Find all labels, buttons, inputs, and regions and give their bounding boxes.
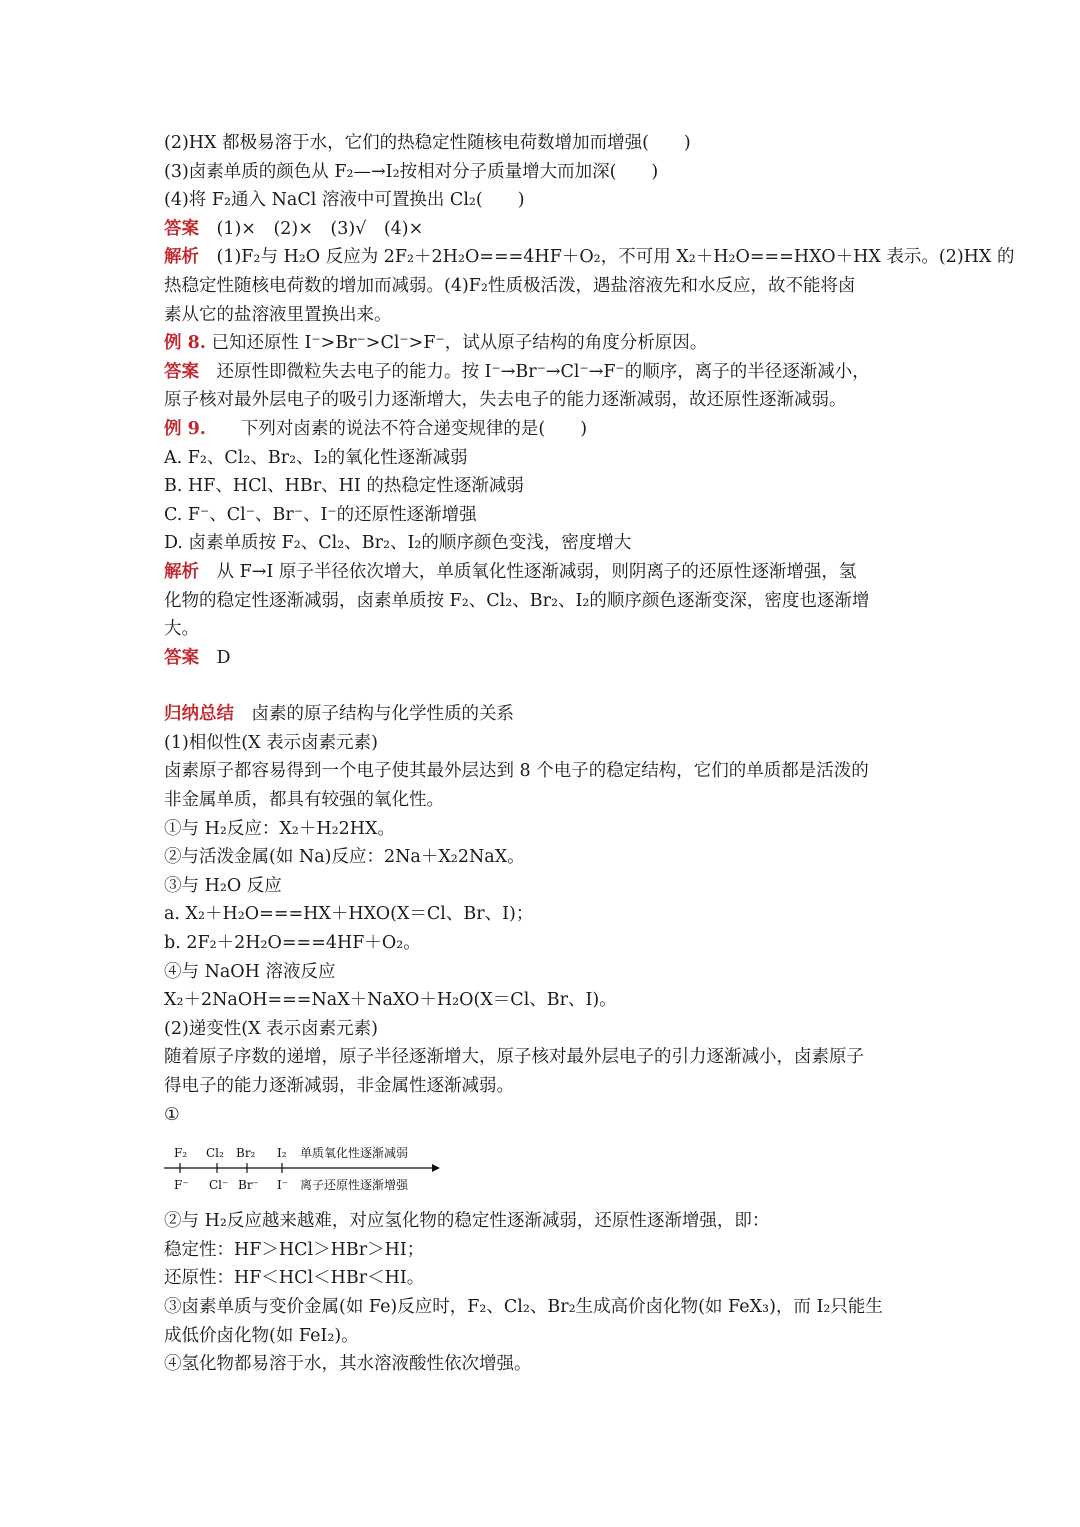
label-cl2: Cl₂ (206, 1146, 224, 1161)
question-4: (4)将 F₂通入 NaCl 溶液中可置换出 Cl₂( ) (164, 190, 525, 211)
explanation-label: 解析 (164, 561, 199, 582)
label-f-ion: F⁻ (174, 1178, 189, 1193)
similarity-title: (1)相似性(X 表示卤素元素) (164, 732, 378, 753)
answer-8-line-1: 答案 还原性即微粒失去电子的能力。按 I⁻→Br⁻→Cl⁻→F⁻的顺序，离子的半径逐渐减小， (164, 361, 870, 382)
gradation-title: (2)递变性(X 表示卤素元素) (164, 1018, 378, 1039)
similarity-line-1: 卤素原子都容易得到一个电子使其最外层达到 8 个电子的稳定结构，它们的单质都是活泼的 (164, 761, 869, 782)
answer-label: 答案 (164, 647, 199, 668)
halogen-trend-diagram (164, 1137, 454, 1199)
reaction-3: ③与 H₂O 反应 (164, 875, 282, 896)
question-3: (3)卤素单质的颜色从 F₂—→I₂按相对分子质量增大而加深( ) (164, 161, 659, 182)
example-9: 例 9. 下列对卤素的说法不符合递变规律的是( ) (164, 418, 588, 439)
summary-heading: 归纳总结 卤素的原子结构与化学性质的关系 (164, 704, 514, 725)
stability-order: 稳定性：HF＞HCl＞HBr＞HI； (164, 1239, 425, 1260)
reaction-4-equation: X₂＋2NaOH===NaX＋NaXO＋H₂O(X＝Cl、Br、I)。 (164, 990, 617, 1011)
gradation-4: ④氢化物都易溶于水，其水溶液酸性依次增强。 (164, 1354, 532, 1375)
explanation-9-line-1: 解析 从 F→I 原子半径依次增大，单质氧化性逐渐减弱，则阴离子的还原性逐渐增强，氢 (164, 561, 857, 582)
reaction-1: ①与 H₂反应：X₂＋H₂2HX。 (164, 818, 395, 839)
gradation-2-line-1: ②与 H₂反应越来越难，对应氢化物的稳定性逐渐减弱，还原性逐渐增强，即： (164, 1211, 770, 1232)
arrow-head-icon (432, 1164, 440, 1172)
explanation-1-line-3: 素从它的盐溶液里置换出来。 (164, 304, 392, 325)
answer-label: 答案 (164, 218, 199, 239)
reaction-3b: b. 2F₂＋2H₂O===4HF＋O₂。 (164, 933, 421, 954)
explanation-9-line-3: 大。 (164, 619, 199, 640)
option-c: C. F⁻、Cl⁻、Br⁻、I⁻的还原性逐渐增强 (164, 504, 477, 525)
circle-1: ① (164, 1104, 180, 1125)
label-i-ion: I⁻ (277, 1178, 289, 1193)
explanation-9-line-2: 化物的稳定性逐渐减弱，卤素单质按 F₂、Cl₂、Br₂、I₂的顺序颜色逐渐变深，密度也逐渐增 (164, 590, 870, 611)
document-page (164, 129, 1015, 1379)
section-gap (164, 672, 924, 700)
option-d: D. 卤素单质按 F₂、Cl₂、Br₂、I₂的顺序颜色变浅，密度增大 (164, 533, 632, 554)
gradation-3-line-1: ③卤素单质与变价金属(如 Fe)反应时，F₂、Cl₂、Br₂生成高价卤化物(如 FeX₃)，而 I₂只能生 (164, 1296, 883, 1317)
example-label: 例 9. (164, 418, 206, 439)
bottom-trend-label: 离子还原性逐渐增强 (300, 1178, 409, 1193)
label-f2: F₂ (174, 1146, 188, 1161)
summary-label: 归纳总结 (164, 704, 234, 725)
label-i2: I₂ (277, 1146, 287, 1161)
question-2: (2)HX 都极易溶于水，它们的热稳定性随核电荷数增加而增强( ) (164, 133, 691, 153)
gradation-3-line-2: 成低价卤化物(如 FeI₂)。 (164, 1325, 359, 1346)
explanation-1-line-1: 解析 (1)F₂与 H₂O 反应为 2F₂＋2H₂O===4HF＋O₂，不可用 X₂＋H₂O===HXO＋HX 表示。(2)HX 的 (164, 247, 1015, 268)
label-cl-ion: Cl⁻ (209, 1178, 229, 1193)
reaction-2: ②与活泼金属(如 Na)反应：2Na＋X₂2NaX。 (164, 847, 525, 868)
label-br2: Br₂ (236, 1146, 256, 1161)
gradation-line-1: 随着原子序数的递增，原子半径逐渐增大，原子核对最外层电子的引力逐渐减小，卤素原子 (164, 1047, 864, 1068)
label-br-ion: Br⁻ (238, 1178, 259, 1193)
answer-9: 答案 D (164, 647, 231, 668)
explanation-1-line-2: 热稳定性随核电荷数的增加而减弱。(4)F₂性质极活泼，遇盐溶液先和水反应，故不能将卤 (164, 275, 856, 296)
option-b: B. HF、HCl、HBr、HI 的热稳定性逐渐减弱 (164, 476, 524, 497)
gradation-line-2: 得电子的能力逐渐减弱，非金属性逐渐减弱。 (164, 1076, 514, 1096)
similarity-line-2: 非金属单质，都具有较强的氧化性。 (164, 790, 444, 811)
reducibility-order: 还原性：HF＜HCl＜HBr＜HI。 (164, 1268, 425, 1289)
option-a: A. F₂、Cl₂、Br₂、I₂的氧化性逐渐减弱 (164, 447, 468, 468)
answer-label: 答案 (164, 361, 199, 382)
explanation-label: 解析 (164, 247, 199, 268)
answer-1 (164, 215, 924, 244)
answer-8-line-2: 原子核对最外层电子的吸引力逐渐增大，失去电子的能力逐渐减弱，故还原性逐渐减弱。 (164, 390, 847, 411)
example-label: 例 8. (164, 333, 206, 354)
example-8: 例 8. 已知还原性 I⁻>Br⁻>Cl⁻>F⁻，试从原子结构的角度分析原因。 (164, 333, 708, 354)
reaction-4: ④与 NaOH 溶液反应 (164, 961, 336, 982)
reaction-3a: a. X₂＋H₂O===HX＋HXO(X＝Cl、Br、I)； (164, 904, 534, 925)
top-trend-label: 单质氧化性逐渐减弱 (300, 1146, 409, 1161)
answer-text: (1)× (2)× (3)√ (4)× (199, 218, 424, 239)
